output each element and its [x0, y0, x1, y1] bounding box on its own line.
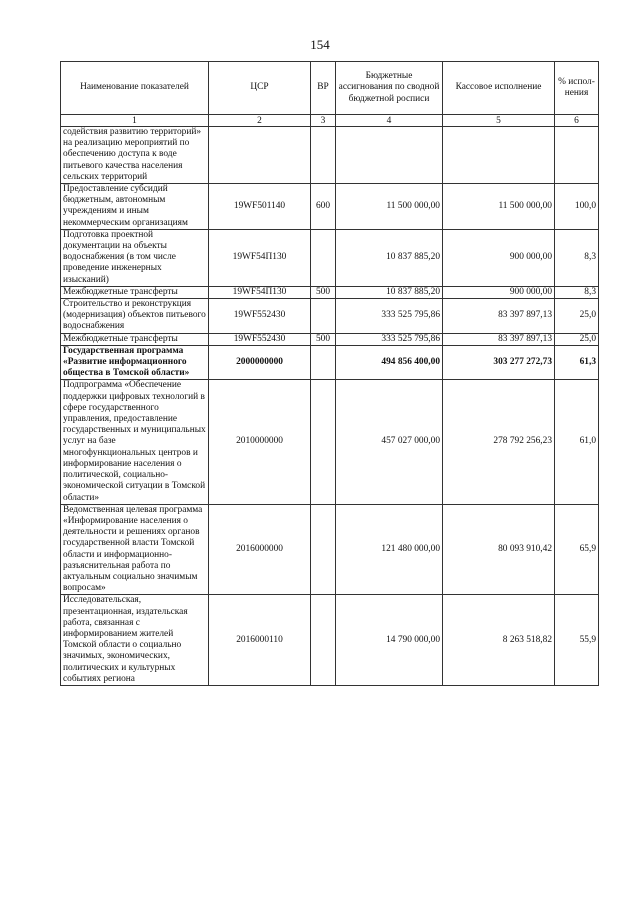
row-percent: [555, 127, 599, 184]
row-cash-execution: 900 000,00: [443, 286, 555, 298]
row-name: Исследовательская, презентационная, издательская работа, связанная с информированием жителей Томской области о социально значимых, экономических, политических и культурных событиях регионa: [61, 595, 209, 686]
header-percent: % испол-нения: [555, 62, 599, 115]
row-percent: 65,9: [555, 504, 599, 595]
row-percent: 25,0: [555, 333, 599, 345]
row-cash-execution: 11 500 000,00: [443, 184, 555, 230]
row-allocation: 10 837 885,20: [336, 286, 443, 298]
row-vr: [311, 380, 336, 504]
row-allocation: 333 525 795,86: [336, 299, 443, 334]
row-csr: 2016000000: [209, 504, 311, 595]
row-allocation: 10 837 885,20: [336, 229, 443, 286]
row-vr: [311, 229, 336, 286]
row-name: Государственная программа «Развитие информационного общества в Томской области»: [61, 345, 209, 380]
row-allocation: 494 856 400,00: [336, 345, 443, 380]
column-number: 1: [61, 115, 209, 127]
row-csr: [209, 127, 311, 184]
row-csr: 19WF54П130: [209, 286, 311, 298]
table-row: [61, 286, 599, 298]
row-name: содействия развитию территорий» на реализацию мероприятий по обеспечению доступа к воде питьевого качества населения сельских территорий: [61, 127, 209, 184]
row-cash-execution: 80 093 910,42: [443, 504, 555, 595]
table-row: [61, 595, 599, 686]
row-percent: 8,3: [555, 229, 599, 286]
page-number: 154: [310, 37, 330, 52]
header-vr: ВР: [311, 62, 336, 115]
row-percent: 100,0: [555, 184, 599, 230]
row-allocation: 333 525 795,86: [336, 333, 443, 345]
row-csr: 2010000000: [209, 380, 311, 504]
table-row: [61, 127, 599, 184]
row-vr: [311, 345, 336, 380]
column-number-row: [61, 115, 599, 127]
table-row: [61, 380, 599, 504]
row-vr: [311, 504, 336, 595]
header-cash-execution: Кассовое исполнение: [443, 62, 555, 115]
row-name: Строительство и реконструкция (модернизация) объектов питьевого водоснабжения: [61, 299, 209, 334]
row-csr: 2000000000: [209, 345, 311, 380]
column-number: 5: [443, 115, 555, 127]
row-cash-execution: 83 397 897,13: [443, 333, 555, 345]
row-percent: 61,3: [555, 345, 599, 380]
table-header-row: [61, 62, 599, 115]
row-percent: 8,3: [555, 286, 599, 298]
column-number: 2: [209, 115, 311, 127]
row-csr: 19WF552430: [209, 299, 311, 334]
table-row: [61, 299, 599, 334]
column-number: 4: [336, 115, 443, 127]
table-row: [61, 229, 599, 286]
row-csr: 2016000110: [209, 595, 311, 686]
table-row: [61, 504, 599, 595]
row-vr: [311, 127, 336, 184]
row-name: Межбюджетные трансферты: [61, 286, 209, 298]
row-vr: [311, 299, 336, 334]
row-csr: 19WF54П130: [209, 229, 311, 286]
row-percent: 55,9: [555, 595, 599, 686]
header-name: Наименование показателей: [61, 62, 209, 115]
table-row: [61, 345, 599, 380]
row-percent: 25,0: [555, 299, 599, 334]
column-number: 6: [555, 115, 599, 127]
row-vr: [311, 595, 336, 686]
header-allocations: Бюджетные ассигнования по сводной бюджетной росписи: [336, 62, 443, 115]
row-cash-execution: 900 000,00: [443, 229, 555, 286]
row-cash-execution: [443, 127, 555, 184]
row-vr: 600: [311, 184, 336, 230]
row-name: Подготовка проектной документации на объекты водоснабжения (в том числе проведение инженерных изысканий): [61, 229, 209, 286]
row-allocation: 121 480 000,00: [336, 504, 443, 595]
row-cash-execution: 278 792 256,23: [443, 380, 555, 504]
row-name: Предоставление субсидий бюджетным, автономным учреждениям и иным некоммерческим организациям: [61, 184, 209, 230]
row-name: Подпрограмма «Обеспечение поддержки цифровых технологий в сфере государственного управления, предоставление государственных и муниципальных услуг на базе многофункциональных центров и информирование населения о политической, социально-экономической ситуации в Томской области»: [61, 380, 209, 504]
header-csr: ЦСР: [209, 62, 311, 115]
row-vr: 500: [311, 286, 336, 298]
row-allocation: 457 027 000,00: [336, 380, 443, 504]
table-row: [61, 184, 599, 230]
row-csr: 19WF501140: [209, 184, 311, 230]
row-vr: 500: [311, 333, 336, 345]
row-percent: 61,0: [555, 380, 599, 504]
row-allocation: [336, 127, 443, 184]
row-name: Межбюджетные трансферты: [61, 333, 209, 345]
budget-execution-table: [60, 61, 599, 686]
column-number: 3: [311, 115, 336, 127]
table-row: [61, 333, 599, 345]
row-cash-execution: 303 277 272,73: [443, 345, 555, 380]
row-name: Ведомственная целевая программа «Информирование населения о деятельности и решениях органов государственной власти Томской области и информационно-разъяснительная работа по актуальным социально значимым вопросам»: [61, 504, 209, 595]
row-cash-execution: 8 263 518,82: [443, 595, 555, 686]
row-cash-execution: 83 397 897,13: [443, 299, 555, 334]
row-allocation: 11 500 000,00: [336, 184, 443, 230]
row-csr: 19WF552430: [209, 333, 311, 345]
row-allocation: 14 790 000,00: [336, 595, 443, 686]
